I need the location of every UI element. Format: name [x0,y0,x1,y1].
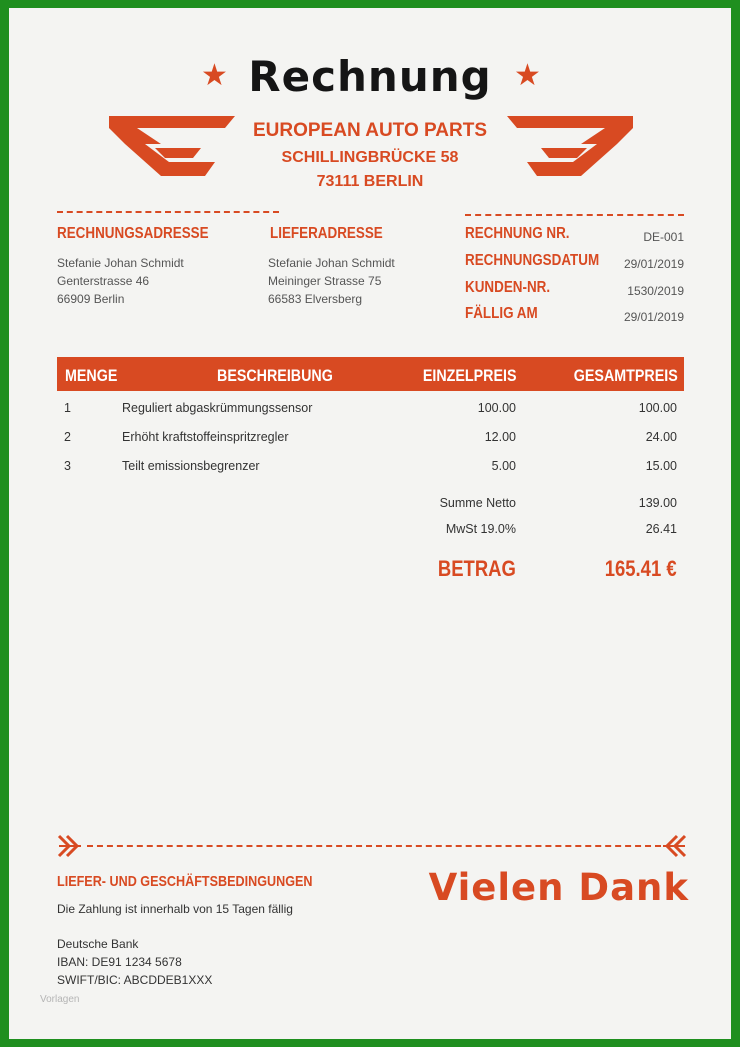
footer-divider [87,845,661,847]
column-header-total: GESAMTPREIS [574,366,678,385]
tax-label: MwSt 19.0% [445,522,516,536]
row-description: Teilt emissionsbegrenzer [122,459,260,473]
bank-iban: IBAN: DE91 1234 5678 [57,955,182,969]
meta-value-due-date: 29/01/2019 [623,310,684,324]
bank-swift: SWIFT/BIC: ABCDDEB1XXX [57,973,213,987]
invoice-title: Rechnung [248,52,492,101]
row-quantity: 3 [64,459,71,473]
billing-line: Genterstrasse 46 [57,274,150,288]
row-total: 24.00 [645,430,677,444]
amount-due-value: 165.41 € [605,556,677,581]
billing-line: 66909 Berlin [57,292,125,306]
company-city: 73111 BERLIN [316,173,424,190]
divider-right [465,214,684,216]
row-quantity: 2 [64,430,71,444]
arrow-right-icon [57,834,83,858]
billing-line: Stefanie Johan Schmidt [57,256,184,270]
column-header-quantity: MENGE [65,366,118,385]
row-total: 15.00 [645,459,677,473]
terms-text: Die Zahlung ist innerhalb von 15 Tagen fällig [57,902,293,916]
row-unit-price: 100.00 [477,401,516,415]
table-header [57,357,684,391]
billing-heading: RECHNUNGSADRESSE [57,225,209,242]
meta-value-invoice-number: DE-001 [643,230,684,244]
company-street: SCHILLINGBRÜCKE 58 [281,149,459,166]
shipping-heading: LIEFERADRESSE [270,225,383,242]
meta-label-customer-number: KUNDEN-NR. [465,279,551,296]
row-total: 100.00 [638,401,677,415]
shipping-line: 66583 Elversberg [268,292,363,306]
terms-heading: LIEFER- UND GESCHÄFTSBEDINGUNGEN [57,873,313,890]
meta-value-customer-number: 1530/2019 [627,284,684,298]
thank-you-text: Vielen Dank [428,866,689,909]
company-name: EUROPEAN AUTO PARTS [252,120,487,141]
bank-name: Deutsche Bank [57,937,139,951]
tax-value: 26.41 [645,522,677,536]
meta-value-invoice-date: 29/01/2019 [623,257,684,271]
star-icon-left: ★ [201,58,228,93]
row-description: Reguliert abgaskrümmungssensor [122,401,313,415]
meta-label-invoice-date: RECHNUNGSDATUM [465,252,600,269]
row-description: Erhöht kraftstoffeinspritzregler [122,430,289,444]
shipping-line: Stefanie Johan Schmidt [268,256,395,270]
meta-label-invoice-number: RECHNUNG NR. [465,225,570,242]
invoice-page [9,8,731,1039]
divider-left [57,211,279,213]
star-icon-right: ★ [514,58,541,93]
amount-due-label: BETRAG [437,556,516,581]
net-total-value: 139.00 [638,496,677,510]
meta-label-due-date: FÄLLIG AM [465,305,538,322]
row-unit-price: 5.00 [491,459,516,473]
row-unit-price: 12.00 [484,430,516,444]
watermark: Vorlagen [40,994,80,1005]
net-total-label: Summe Netto [439,496,516,510]
shipping-line: Meininger Strasse 75 [268,274,382,288]
column-header-description: BESCHREIBUNG [217,366,333,385]
column-header-unit-price: EINZELPREIS [422,366,516,385]
row-quantity: 1 [64,401,71,415]
arrow-left-icon [661,834,687,858]
